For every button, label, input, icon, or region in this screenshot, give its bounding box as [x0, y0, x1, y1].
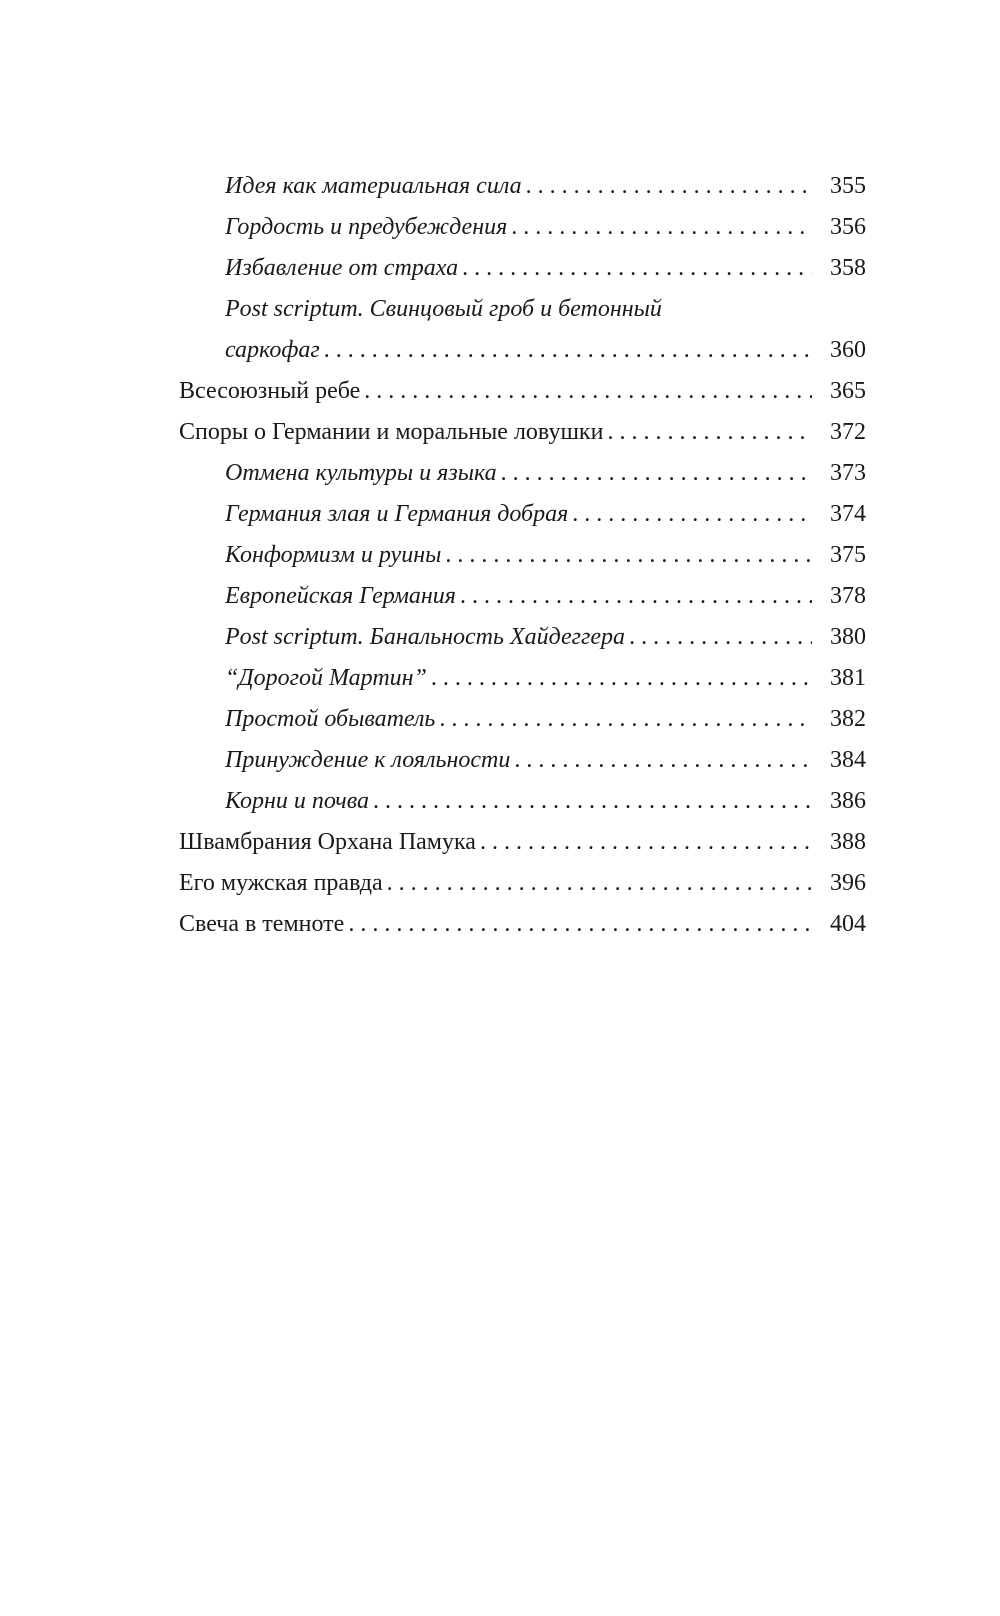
toc-entry — [0, 617, 1000, 658]
toc-entry-title: Всесоюзный ребе . . . — [179, 371, 812, 412]
toc-page-number: 355 — [830, 173, 866, 199]
toc-entry-title: Его мужская правда . . . — [179, 863, 812, 904]
toc-entry — [0, 863, 1000, 904]
toc-page-number: 380 — [830, 624, 866, 650]
toc-entry-title: Германия злая и Германия добрая . . . — [225, 494, 812, 535]
toc-page-number: 388 — [830, 829, 866, 855]
toc-entry-title: Корни и почва . . . — [225, 781, 812, 822]
toc-page-number: 365 — [830, 378, 866, 404]
toc-page-number: 358 — [830, 255, 866, 281]
toc-page-number: 378 — [830, 583, 866, 609]
toc-entry — [0, 330, 1000, 371]
toc-entry — [0, 822, 1000, 863]
toc-entry — [0, 248, 1000, 289]
toc-page-number: 382 — [830, 706, 866, 732]
toc-entry — [0, 740, 1000, 781]
toc-entry — [0, 494, 1000, 535]
table-of-contents — [0, 166, 1000, 945]
toc-entry — [0, 658, 1000, 699]
toc-page-number: 384 — [830, 747, 866, 773]
toc-page-number: 373 — [830, 460, 866, 486]
toc-page-number: 375 — [830, 542, 866, 568]
toc-entry — [0, 289, 1000, 330]
toc-entry — [0, 207, 1000, 248]
toc-entry-title: Избавление от страха . . . — [225, 248, 812, 289]
toc-page-number: 386 — [830, 788, 866, 814]
toc-entry-title: Гордость и предубеждения . . . — [225, 207, 812, 248]
toc-entry-title: Свеча в темноте . . . — [179, 904, 812, 945]
toc-entry-title: “Дорогой Мартин” . . . — [225, 658, 812, 699]
toc-entry-title: Конформизм и руины . . . — [225, 535, 812, 576]
toc-entry-title: Post scriptum. Свинцовый гроб и бетонный — [225, 296, 662, 322]
toc-entry-title: Споры о Германии и моральные ловушки . . . — [179, 412, 812, 453]
toc-entry-title: Простой обыватель . . . — [225, 699, 812, 740]
toc-entry — [0, 781, 1000, 822]
toc-page-number: 372 — [830, 419, 866, 445]
toc-entry — [0, 535, 1000, 576]
toc-entry — [0, 576, 1000, 617]
toc-page-number: 374 — [830, 501, 866, 527]
toc-entry-title: Швамбрания Орхана Памука . . . — [179, 822, 812, 863]
toc-entry — [0, 904, 1000, 945]
toc-entry-title: Post scriptum. Банальность Хайдеггера . . . — [225, 617, 812, 658]
toc-page-number: 360 — [830, 337, 866, 363]
toc-entry-title: Принуждение к лояльности . . . — [225, 740, 812, 781]
toc-entry-title: Отмена культуры и языка . . . — [225, 453, 812, 494]
toc-entry — [0, 166, 1000, 207]
toc-page-number: 396 — [830, 870, 866, 896]
toc-entry-title: Европейская Германия . . . — [225, 576, 812, 617]
toc-entry — [0, 412, 1000, 453]
toc-entry-title: Идея как материальная сила . . . — [225, 166, 812, 207]
toc-page-number: 404 — [830, 911, 866, 937]
toc-page-number: 381 — [830, 665, 866, 691]
toc-entry — [0, 371, 1000, 412]
toc-entry-title: саркофаг . . . — [225, 330, 812, 371]
toc-page-number: 356 — [830, 214, 866, 240]
toc-entry — [0, 453, 1000, 494]
toc-entry — [0, 699, 1000, 740]
